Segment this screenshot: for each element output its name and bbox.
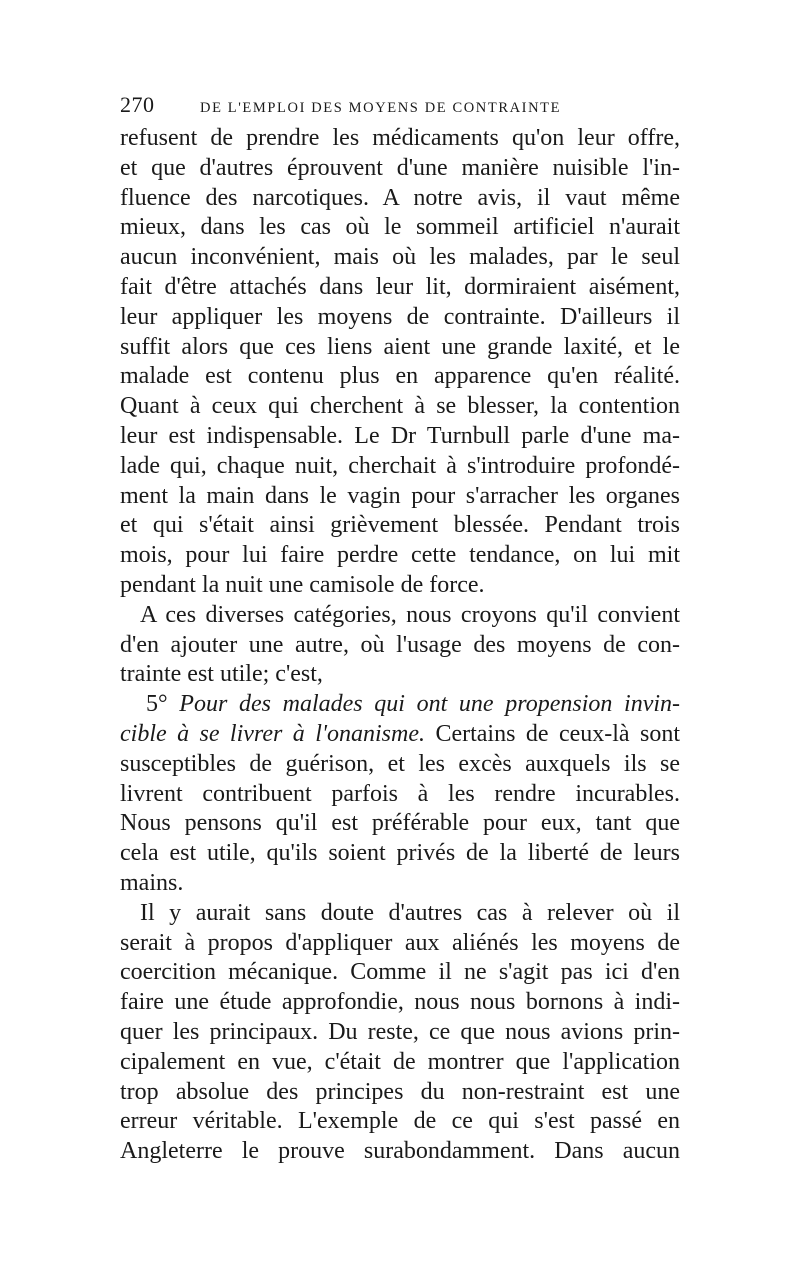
text-line: livrent contribuent parfois à les rendre incurables. xyxy=(120,780,680,807)
text-line: mois, pour lui faire perdre cette tendance, on lui mit xyxy=(120,542,680,569)
text-line: ment la main dans le vagin pour s'arracher les organes xyxy=(120,482,680,509)
paragraph-end-line: pendant la nuit une camisole de force. xyxy=(120,571,485,598)
paragraph-start-line: A ces diverses catégories, nous croyons qu'il convient xyxy=(140,601,680,628)
text-line: refusent de prendre les médicaments qu'on leur offre, xyxy=(120,125,680,151)
text-line xyxy=(120,720,680,750)
text-line: susceptibles de guérison, et les excès auxquels ils se xyxy=(120,750,680,777)
body-text xyxy=(120,124,680,1167)
text-line: Nous pensons qu'il est préférable pour eux, tant que xyxy=(120,810,680,837)
page-header xyxy=(120,92,680,116)
section-title-continued: cible à se livrer à l'onanisme. xyxy=(120,720,426,747)
text-line: mieux, dans les cas où le sommeil artificiel n'aurait xyxy=(120,214,680,241)
section-title: Pour des malades qui ont une propension invin- xyxy=(179,691,680,718)
text-line: cela est utile, qu'ils soient privés de la liberté de leurs xyxy=(120,840,680,867)
text-line: erreur véritable. L'exemple de ce qui s'est passé en xyxy=(120,1108,680,1135)
text-line: Angleterre le prouve surabondamment. Dans aucun xyxy=(120,1138,680,1165)
paragraph-end-line: mains. xyxy=(120,869,184,896)
text-line: suffit alors que ces liens aient une grande laxité, et le xyxy=(120,333,680,360)
text-line: quer les principaux. Du reste, ce que nous avions prin- xyxy=(120,1018,680,1045)
text-line: leur est indispensable. Le Dr Turnbull parle d'une ma- xyxy=(120,422,680,449)
paragraph-start-line: Il y aurait sans doute d'autres cas à relever où il xyxy=(140,899,680,926)
section-heading-line xyxy=(120,690,680,720)
page-number: 270 xyxy=(120,92,155,117)
text-line: et qui s'était ainsi grièvement blessée. Pendant trois xyxy=(120,512,680,539)
text-line: leur appliquer les moyens de contrainte. D'ailleurs il xyxy=(120,303,680,330)
text-line: cipalement en vue, c'était de montrer que l'application xyxy=(120,1048,680,1075)
text-line: d'en ajouter une autre, où l'usage des moyens de con- xyxy=(120,631,680,658)
text-line: fait d'être attachés dans leur lit, dormiraient aisément, xyxy=(120,273,680,300)
text-line: lade qui, chaque nuit, cherchait à s'introduire profondé- xyxy=(120,452,680,479)
text-line: serait à propos d'appliquer aux aliénés les moyens de xyxy=(120,929,680,956)
running-head: DE L'EMPLOI DES MOYENS DE CONTRAINTE xyxy=(200,100,562,116)
text-line: malade est contenu plus en apparence qu'en réalité. xyxy=(120,363,680,390)
text-line: et que d'autres éprouvent d'une manière nuisible l'in- xyxy=(120,154,680,181)
section-number: 5° xyxy=(146,691,168,718)
text-line: faire une étude approfondie, nous nous bornons à indi- xyxy=(120,989,680,1016)
text-line: coercition mécanique. Comme il ne s'agit pas ici d'en xyxy=(120,959,680,986)
paragraph-end-line: trainte est utile; c'est, xyxy=(120,661,323,688)
text-line: trop absolue des principes du non-restraint est une xyxy=(120,1078,680,1105)
section-body-start: Certains de ceux-là sont xyxy=(435,720,680,747)
text-line: aucun inconvénient, mais où les malades, par le seul xyxy=(120,244,680,271)
text-line: fluence des narcotiques. A notre avis, il vaut même xyxy=(120,184,680,211)
text-line: Quant à ceux qui cherchent à se blesser, la contention xyxy=(120,393,680,420)
